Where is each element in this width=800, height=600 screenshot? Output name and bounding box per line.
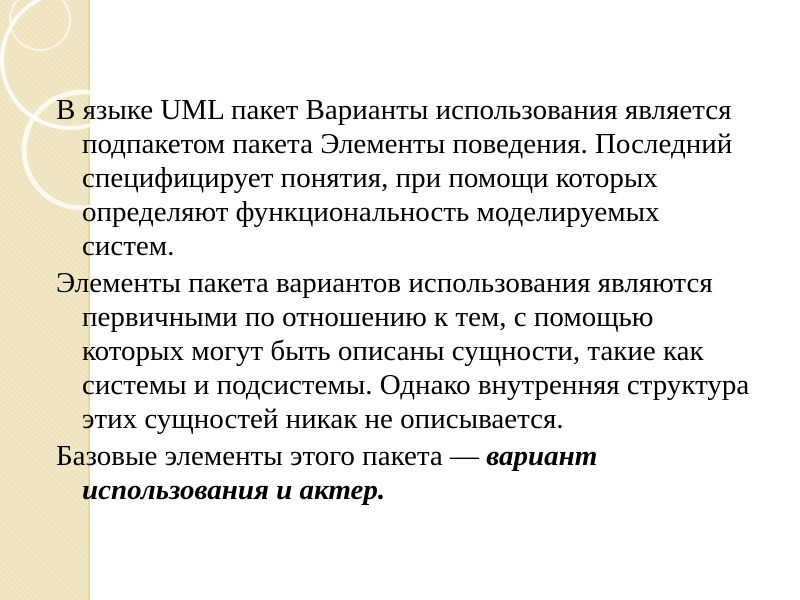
ring-small: [10, 0, 70, 50]
paragraph-2: [56, 266, 756, 436]
paragraph-2-text: Элементы пакета вариантов использования являются первичными по отношению к тем, с помощью которых могут быть описаны сущности, такие как системы и подсистемы. Однако внутренняя структура этих сущностей никак не описывается.: [56, 267, 750, 435]
paragraph-3: [56, 439, 756, 507]
paragraph-3-emphasis: вариант использования и актер.: [82, 440, 598, 506]
paragraph-3-text: Базовые элементы этого пакета —: [56, 440, 487, 472]
paragraph-1: [56, 93, 756, 263]
slide-content: [56, 93, 756, 510]
paragraph-1-text: В языке UML пакет Варианты использования является подпакетом пакета Элементы поведения. Последний специфицирует понятия, при помощи которых определяют функциональность моделируемых систем.: [56, 94, 733, 262]
